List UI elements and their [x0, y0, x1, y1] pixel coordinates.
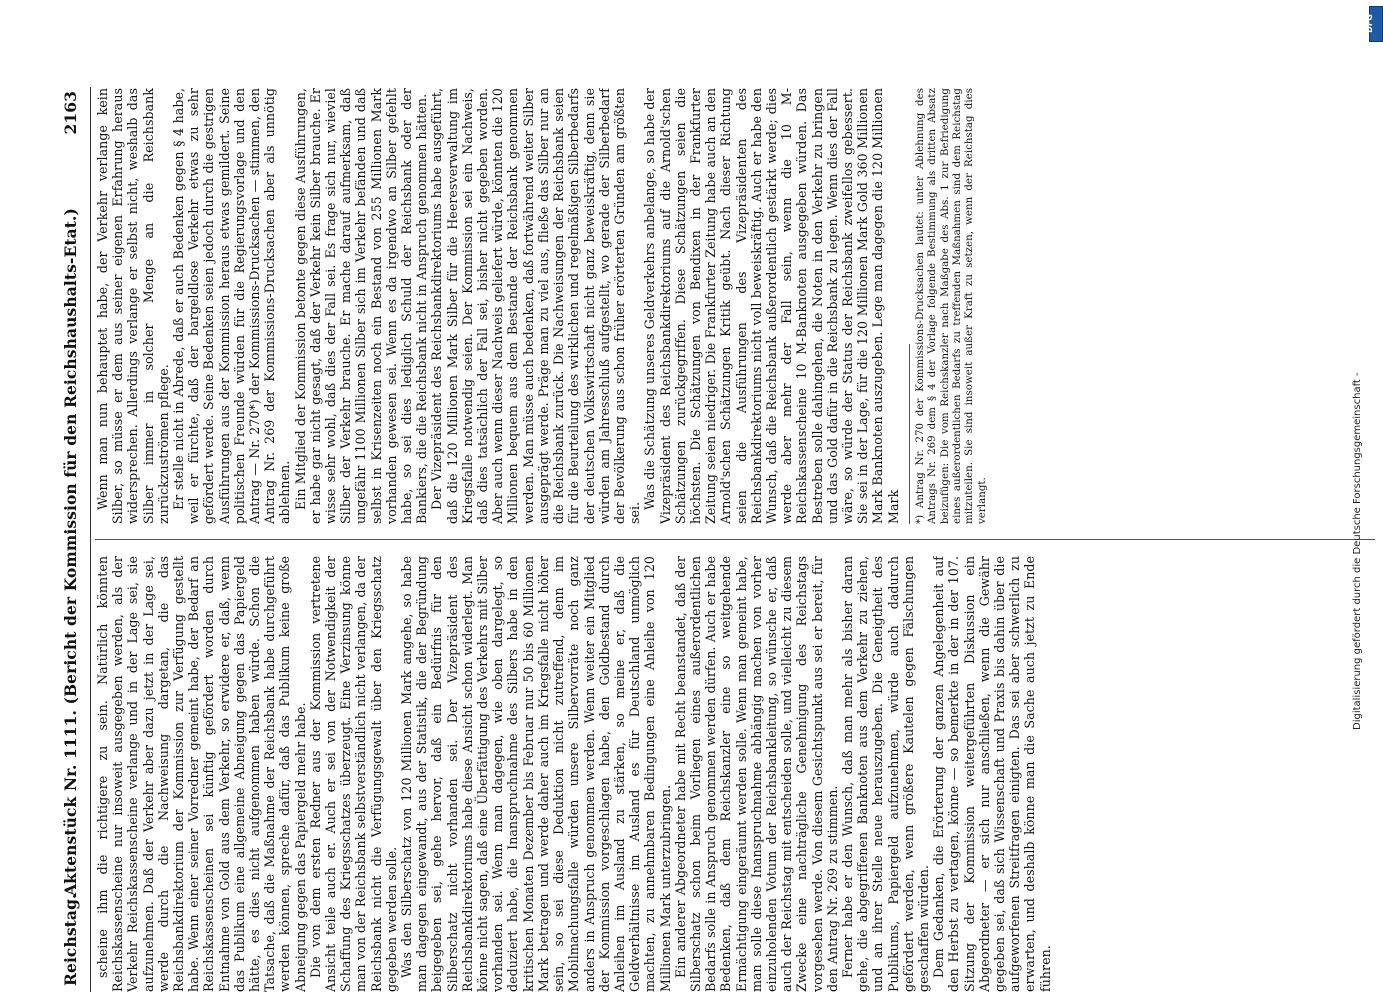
- paragraph: Was den Silberschatz von 120 Millionen Mark angehe, so habe man dagegen eingewandt, aus der Statistik, die der Begründung beigegeben sei, gehe hervor, daß ein Bedürfnis für den Silberschatz nicht vorhanden sei. Der Vizepräsident des Reichsbankdirektoriums habe diese Ansicht schon widerlegt. Man könne nicht sagen, daß eine Überfättigung des Verkehrs mit Silber vorhanden sei. Wenn man dagegen, wie oben dargelegt, so deduziert habe, die Inanspruchnahme des Silbers habe in den kritischen Monaten Dezember bis Februar nur 50 bis 60 Millionen Mark betragen und werde daher auch im Kriegsfalle nicht höher sein, so sei diese Deduktion nicht zutreffend, denn im Mobilmachungsfalle würden unsere Silbervorräte noch ganz anders in Anspruch genommen werden. Wenn weiter ein Mitglied der Kommission vorgeschlagen habe, den Goldbestand durch Anleihen im Ausland zu stärken, so meine er, daß die Geldverhältnisse im Ausland es für Deutschland unmöglich machten, zu annehmbaren Bedingungen eine Anleihe von 120 Millionen Mark unterzubringen.: [399, 556, 673, 992]
- header-title: Aktenstück Nr. 1111. (Bericht der Kommission für den Reichshaushalts-Etat.): [61, 208, 80, 896]
- paragraph: Ein anderer Abgeordneter habe mit Recht beanstandet, daß der Silberschatz schon beim Vorliegen eines außerordentlichen Bedarfs solle in Anspruch genommen werden dürfen. Auch er habe Bedenken, daß dem Reichskanzler eine so weitgehende Ermächtigung eingeräumt werden solle. Wenn man gemeint habe, man solle diese Inanspruchnahme abhängig machen von vorher einzuholenden Votum der Reichsbankleitung, so wünsche er, daß auch der Reichstag mit entscheiden solle, und vielleicht zu diesem Zwecke eine nachträgliche Genehmigung des Reichstags vorgesehen werde. Von diesem Gesichtspunkt aus sei er bereit, für den Antrag Nr. 269 zu stimmen.: [672, 556, 840, 992]
- left-column: [95, 556, 1380, 992]
- digitization-credit: [1340, 10, 1380, 730]
- paragraph: Wenn man nun behauptet habe, der Verkehr verlange kein Silber, so müsse er dem aus seiner eigenen Erfahrung heraus widersprechen. Allerdings verlange er selbst nicht, weshalb das Silber immer in solcher Menge an die Reichsbank zurückzuströmen pflege.: [95, 88, 171, 524]
- paragraph: Der Vizepräsident des Reichsbankdirektoriums habe ausgeführt, daß die 120 Millionen Mark Silber für die Heeresverwaltung im Kriegsfalle notwendig seien. Der Kommission sei ein Nachweis, daß dies tatsächlich der Fall sei, bisher nicht gegeben worden. Aber auch wenn dieser Nachweis geliefert würde, könnten die 120 Millionen bequem aus dem Bestande der Reichsbank genommen werden. Man müsse auch bedenken, daß fortwährend weiter Silber ausgeprägt werde. Präge man zu viel aus, fließe das Silber nur an die Reichsbank zurück. Die Nachweisungen der Reichsbank seien für die Beurteilung des wirklichen und regelmäßigen Silberbedarfs der deutschen Volkswirtschaft nicht ganz beweiskräftig, denn sie würden am Jahresschluß aufgestellt, wo gerade der Silberbedarf der Bevölkerung aus schon früher erörterten Gründen am größten sei.: [429, 88, 643, 524]
- paragraph: scheine ihm die richtigere zu sein. Natürlich könnten Reichskassenscheine nur insoweit ausgegeben werden, als der Verkehr Reichskassenscheine verlange und in der Lage sei, sie aufzunehmen. Daß der Verkehr aber dazu jetzt in der Lage sei, werde durch die Nachweisung dargetan, die das Reichsbankdirektorium der Kommission zur Verfügung gestellt habe. Wenn einer seiner Vorredner gemeint habe, der Bedarf an Reichskassenscheinen sei künftig gefördert worden durch Entnahme von Gold aus dem Verkehr, so erwidere er, daß, wenn das Publikum eine allgemeine Abneigung gegen das Papiergeld hätte, es dies nicht aufgenommen haben würde. Schon die Tatsache, daß die Maßnahme der Reichsbank habe durchgeführt werden können, spreche dafür, daß das Publikum keine große Abneigung gegen das Papiergeld mehr habe.: [95, 556, 308, 992]
- header-left: Reichstag.: [61, 893, 80, 986]
- right-column: [95, 88, 1380, 524]
- credit-text: Digitalisierung gefördert durch die Deutsche Forschungsgemeinschaft -: [1352, 372, 1363, 730]
- paragraph: Was die Schätzung unseres Geldverkehrs anbelange, so habe der Vizepräsident des Reichsbankdirektoriums auf die Arnold'schen Schätzungen zurückgegriffen. Diese Schätzungen seien die höchsten. Die Schätzungen von Bendixen in der Frankfurter Zeitung seien niedriger. Die Frankfurter Zeitung habe auch an den Arnold'schen Schätzungen Kritik geübt. Nach dieser Richtung seien die Ausführungen des Vizepräsidenten des Reichsbankdirektoriums nicht voll beweiskräftig. Auch er habe den Wunsch, daß die Reichsbank außerordentlich gestärkt werde; dies werde aber mehr der Fall sein, wenn die 10 M-Reichskassenscheine 10 M-Banknoten ausgegeben würden. Das Bestreben solle dahingehen, die Noten in den Verkehr zu bringen und das Gold dafür in die Reichsbank zu legen. Wenn dies der Fall wäre, so würde der Status der Reichsbank zweifellos gebessert. Sie sei in der Lage, für die 120 Millionen Mark Gold 360 Millionen Mark Banknoten auszugeben. Lege man dagegen die 120 Millionen Mark: [642, 88, 901, 524]
- footnote: *) Antrag Nr. 270 der Kommissions-Drucksachen lautet: unter Ablehnung des Antrags Nr. 269 dem § 4 der Vorlage folgende Bestimmung als dritten Absatz beizufügen: Die vom Reichskanzler nach Maßgabe des Abs. 1 zur Befriedigung eines außerordentlichen Bedarfs zu treffenden Maßnahmen sind dem Reichstag mitzuteilen. Sie sind insoweit außer Kraft zu setzen, wenn der Reichstag dies verlangt.: [914, 88, 988, 524]
- paragraph: Dem Gedanken, die Erörterung der ganzen Angelegenheit auf den Herbst zu vertagen, könne — so bemerkte in der in der 107. Sitzung der Kommission weitergeführten Diskussion ein Abgeordneter — er sich nur anschließen, wenn die Gewähr gegeben sei, daß sich Wissenschaft und Praxis bis dahin über die aufgeworfenen Streitfragen einigten. Das sei aber schwerlich zu erwarten, und deshalb könne man die Sache auch jetzt zu Ende führen.: [931, 556, 1053, 992]
- rotated-page: [55, 87, 1380, 992]
- page-header: [55, 87, 95, 992]
- paragraph: Die von dem ersten Redner aus der Kommission vertretene Ansicht teile auch er. Auch er sei von der Notwendigkeit der Schaffung des Kriegsschatzes überzeugt. Eine Verzinsung könne man von der Reichsbank selbstverständlich nicht verlangen, da der Reichsbank nicht die Verfügungsgewalt über den Kriegsschatz gegeben werden solle.: [307, 556, 399, 992]
- header-rule: [90, 87, 91, 992]
- paragraph: Ferner habe er den Wunsch, daß man mehr als bisher daran gehe, die abgegriffenen Banknoten aus dem Verkehr zu ziehen, und an ihrer Stelle neue herauszugeben. Die Geneigtheit des Publikums, Papiergeld aufzunehmen, würde auch dadurch gefördert werden, wenn größere Kautelen gegen Fälschungen geschaffen würden.: [839, 556, 931, 992]
- column-divider: [95, 539, 1375, 540]
- logo-text: DFG: [1364, 14, 1374, 33]
- page-number: 2163: [61, 91, 80, 135]
- paragraph: Er stelle nicht in Abrede, daß er auch Bedenken gegen § 4 habe, weil er fürchte, daß der bargeldlose Verkehr etwas zu sehr gefördert werde. Seine Bedenken seien jedoch durch die gestrigen Ausführungen aus der Kommission heraus etwas gemildert. Seine politischen Freunde würden für die Regierungsvorlage und den Antrag — Nr. 270*) der Kommissions-Drucksachen — stimmen, den Antrag Nr. 269 der Kommissions-Drucksachen aber als unnötig ablehnen.: [171, 88, 293, 524]
- dfg-logo-icon: [1364, 6, 1383, 42]
- paragraph: Ein Mitglied der Kommission betonte gegen diese Ausführungen, er habe gar nicht gesagt, daß der Verkehr kein Silber brauche. Er wisse sehr wohl, daß dies der Fall sei. Es frage sich nur, wieviel Silber der Verkehr brauche. Er mache darauf aufmerksam, daß ungefähr 1100 Millionen Silber sich im Verkehr befänden und daß selbst in Krisenzeiten noch ein Bestand von 255 Millionen Mark vorhanden gewesen sei. Wenn es da irgendwo an Silber gefehlt habe, so sei dies lediglich Schuld der Reichsbank oder der Bankiers, die die Reichsbank nicht in Anspruch genommen hätten.: [292, 88, 430, 524]
- footnote-rule: [909, 344, 910, 524]
